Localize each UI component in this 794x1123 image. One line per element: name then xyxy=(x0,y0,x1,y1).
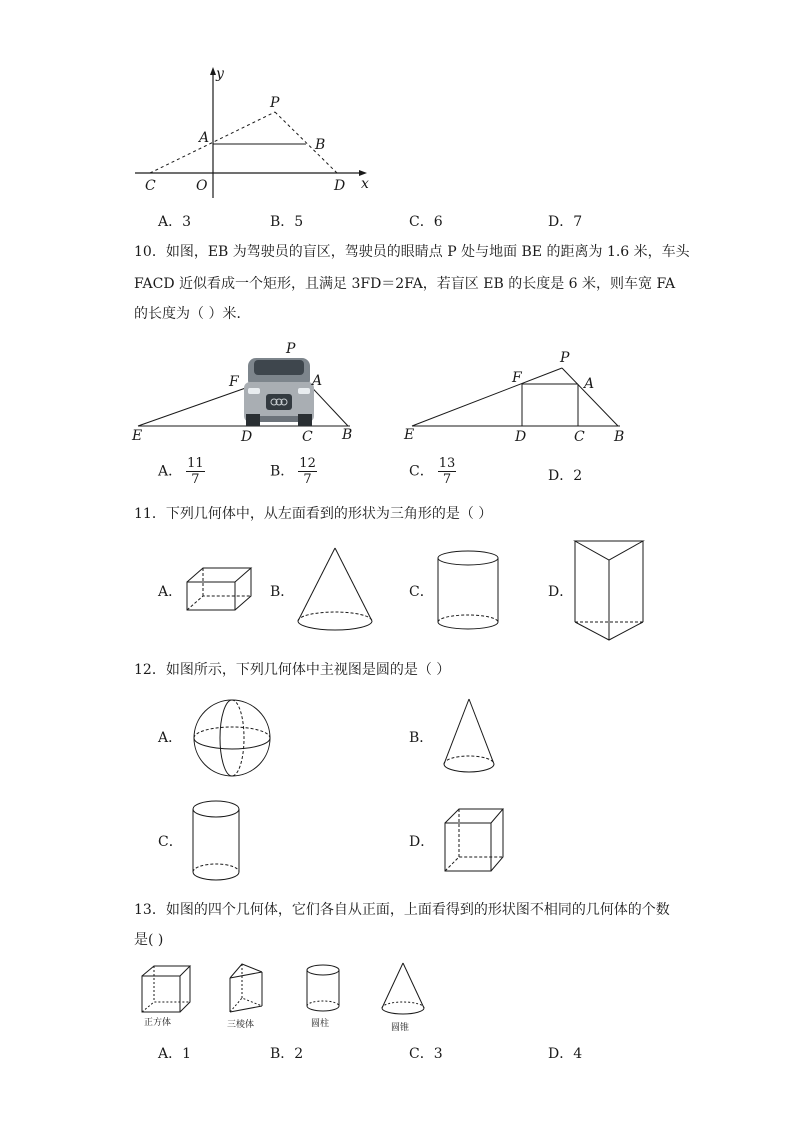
q10-option-d-value: 2 xyxy=(573,468,583,484)
q9-option-a[interactable]: A．3 xyxy=(158,214,192,230)
q9-label-x: x xyxy=(361,176,369,192)
q9-label-b: B xyxy=(315,137,326,153)
q10-option-a-letter: A． xyxy=(158,463,183,480)
q12-option-b[interactable]: B． xyxy=(409,730,434,746)
q10-car-label-c: C xyxy=(302,429,313,445)
q9-label-c: C xyxy=(145,178,156,194)
cuboid-icon xyxy=(184,564,256,614)
q10-option-a[interactable] xyxy=(158,456,205,487)
q10-geometry-figure xyxy=(400,346,632,446)
q9-coordinate-figure xyxy=(125,60,385,200)
q13-stem-line-1: 13．如图的四个几何体，它们各自从正面，上面看得到的形状图不相同的几何体的个数 xyxy=(134,902,670,918)
q13-caption-cone: 圆锥 xyxy=(391,1023,410,1033)
q11-option-c[interactable]: C． xyxy=(409,584,434,600)
triangular-prism-icon xyxy=(230,964,262,1012)
q10-option-c-fraction: $\frac{13}{7}$ xyxy=(438,456,456,487)
q9-option-c[interactable]: C．6 xyxy=(409,214,443,230)
q10-option-d[interactable] xyxy=(548,466,582,486)
q10-option-a-fraction: $\frac{11}{7}$ xyxy=(187,456,204,487)
q10-car-label-a: A xyxy=(312,373,323,389)
q13-option-d[interactable]: D．4 xyxy=(548,1046,583,1062)
sphere-icon xyxy=(190,696,274,780)
cone-icon xyxy=(382,963,424,1014)
q10-geo-label-a: A xyxy=(584,376,595,392)
q10-car-label-p: P xyxy=(286,341,296,357)
q10-option-c[interactable] xyxy=(409,456,456,487)
q12-stem: 12．如图所示，下列几何体中主视图是圆的是（ ） xyxy=(134,662,451,678)
cube-icon xyxy=(442,806,506,874)
q11-stem: 11．下列几何体中，从左面看到的形状为三角形的是（ ） xyxy=(134,506,493,522)
cone-icon xyxy=(294,545,376,635)
q9-label-y: y xyxy=(216,66,224,82)
q11-option-b[interactable]: B． xyxy=(270,584,295,600)
q13-solids-figure xyxy=(134,958,444,1038)
q12-option-d[interactable]: D． xyxy=(409,834,435,850)
q9-option-b[interactable]: B．5 xyxy=(270,214,304,230)
q10-car-label-d: D xyxy=(241,429,253,445)
q13-caption-prism: 三棱体 xyxy=(227,1020,255,1030)
q10-stem-line-2: FACD 近似看成一个矩形，且满足 3FD＝2FA，若盲区 EB 的长度是 6 米，则车宽 FA xyxy=(134,276,676,292)
q10-option-c-letter: C． xyxy=(409,463,434,480)
q12-option-c[interactable]: C． xyxy=(158,834,183,850)
q13-caption-cube: 正方体 xyxy=(144,1018,172,1028)
cylinder-icon xyxy=(434,548,502,634)
triangular-prism-icon xyxy=(572,538,646,642)
q10-option-b-fraction: $\frac{12}{7}$ xyxy=(299,456,316,487)
q10-stem-line-3: 的长度为（ ）米． xyxy=(134,306,251,322)
q10-geo-label-d: D xyxy=(515,429,527,445)
q10-car-figure xyxy=(128,338,360,446)
q13-stem-line-2: 是( ) xyxy=(134,932,164,948)
q9-label-o: O xyxy=(196,178,208,194)
q10-car-label-b: B xyxy=(342,427,353,443)
cylinder-icon xyxy=(190,798,242,884)
q9-label-d: D xyxy=(334,178,346,194)
q9-label-p: P xyxy=(270,95,280,111)
cube-icon xyxy=(142,966,190,1012)
q13-caption-cylinder: 圆柱 xyxy=(311,1019,330,1029)
q10-geo-label-e: E xyxy=(404,427,415,443)
q10-car-label-e: E xyxy=(132,428,143,444)
q10-option-d-letter: D． xyxy=(548,468,574,484)
q12-option-a[interactable]: A． xyxy=(158,730,183,746)
q10-car-label-f: F xyxy=(229,374,239,390)
q10-option-b[interactable] xyxy=(270,456,317,487)
q10-geo-label-p: P xyxy=(560,350,570,366)
car-icon xyxy=(244,358,314,426)
q10-geo-label-f: F xyxy=(512,370,522,386)
q11-option-d[interactable]: D． xyxy=(548,584,574,600)
q10-stem-line-1: 10．如图，EB 为驾驶员的盲区，驾驶员的眼睛点 P 处与地面 BE 的距离为 1.6 米，车头 xyxy=(134,244,690,260)
q9-label-a: A xyxy=(199,130,210,146)
q13-option-c[interactable]: C．3 xyxy=(409,1046,443,1062)
cone-icon xyxy=(440,696,498,778)
q10-option-b-letter: B． xyxy=(270,463,295,480)
q9-option-d[interactable]: D．7 xyxy=(548,214,583,230)
q10-geo-label-b: B xyxy=(614,429,625,445)
cylinder-icon xyxy=(307,965,339,1011)
q10-geo-label-c: C xyxy=(574,429,585,445)
q13-option-a[interactable]: A．1 xyxy=(158,1046,192,1062)
q11-option-a[interactable]: A． xyxy=(158,584,183,600)
q13-option-b[interactable]: B．2 xyxy=(270,1046,304,1062)
